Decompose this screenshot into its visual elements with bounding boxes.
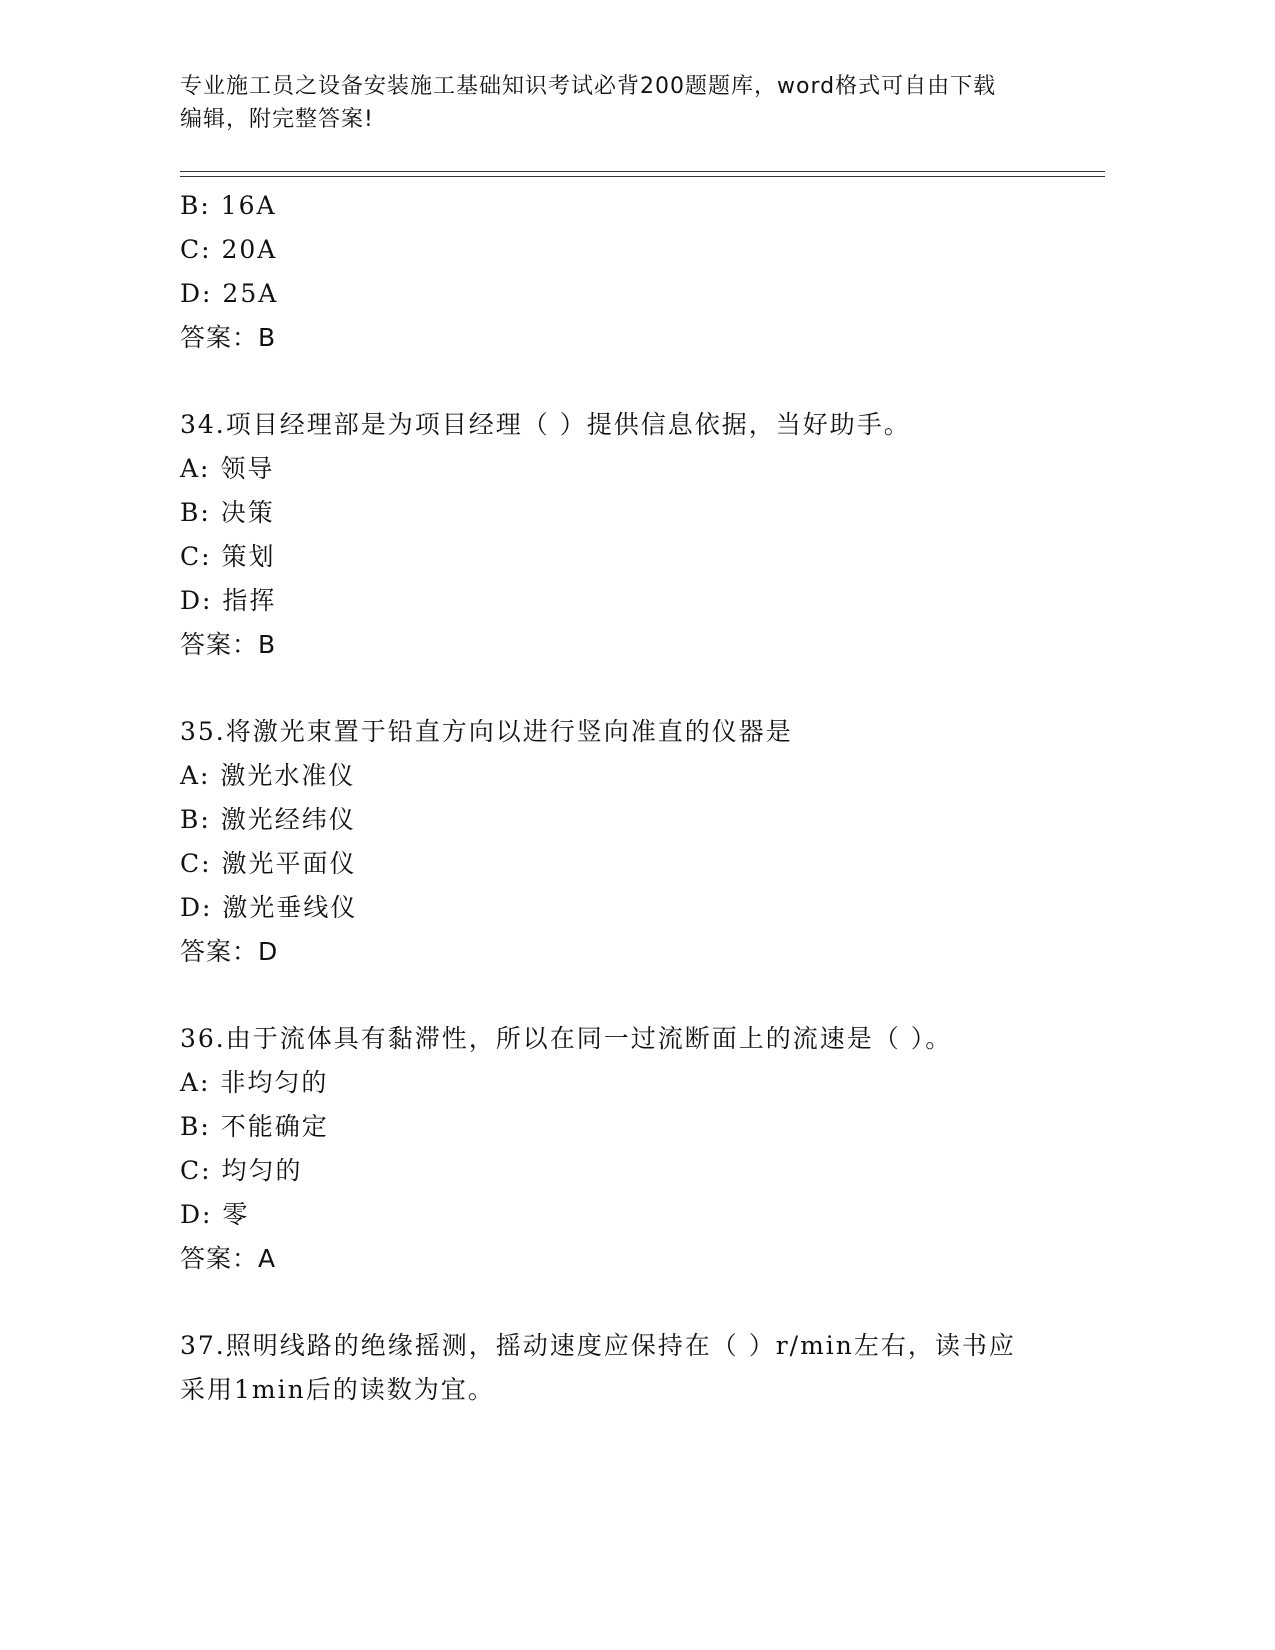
question-35	[180, 710, 1080, 974]
question-stem: 34.项目经理部是为项目经理（ ）提供信息依据，当好助手。	[180, 410, 911, 439]
option-a: A: 激光水准仪	[180, 761, 356, 790]
option-c: C: 策划	[180, 542, 276, 571]
question-34	[180, 403, 1080, 667]
option-d: D: 指挥	[180, 586, 277, 615]
header-divider-top	[180, 171, 1105, 172]
option-b: B: 不能确定	[180, 1112, 329, 1141]
option-a: A: 非均匀的	[180, 1068, 329, 1097]
question-stem-line-1: 37.照明线路的绝缘摇测，摇动速度应保持在（ ）r/min左右，读书应	[180, 1331, 1016, 1360]
answer: 答案：B	[180, 630, 277, 659]
question-33	[180, 184, 1080, 360]
answer: 答案：A	[180, 1244, 277, 1273]
header-title-line-1: 专业施工员之设备安装施工基础知识考试必背200题题库，word格式可自由下载	[180, 74, 997, 99]
option-d: D: 激光垂线仪	[180, 893, 358, 922]
option-b: B: 决策	[180, 498, 275, 527]
answer: 答案：D	[180, 937, 279, 966]
answer: 答案：B	[180, 323, 277, 352]
option-a: A: 领导	[180, 454, 275, 483]
option-b: B: 16A	[180, 191, 277, 220]
option-c: C: 均匀的	[180, 1156, 303, 1185]
question-stem-line-2: 采用1min后的读数为宜。	[180, 1375, 495, 1404]
option-b: B: 激光经纬仪	[180, 805, 356, 834]
option-c: C: 20A	[180, 235, 278, 264]
question-36	[180, 1017, 1080, 1281]
option-c: C: 激光平面仪	[180, 849, 357, 878]
option-d: D: 25A	[180, 279, 279, 308]
option-d: D: 零	[180, 1200, 250, 1229]
question-stem: 36.由于流体具有黏滞性，所以在同一过流断面上的流速是（ ）。	[180, 1024, 953, 1053]
question-37	[180, 1324, 1080, 1412]
question-stem: 35.将激光束置于铅直方向以进行竖向准直的仪器是	[180, 717, 793, 746]
question-list	[180, 184, 1080, 1412]
header-divider-bottom	[180, 176, 1105, 177]
document-header	[180, 70, 1060, 136]
header-title-line-2: 编辑，附完整答案!	[180, 107, 374, 132]
